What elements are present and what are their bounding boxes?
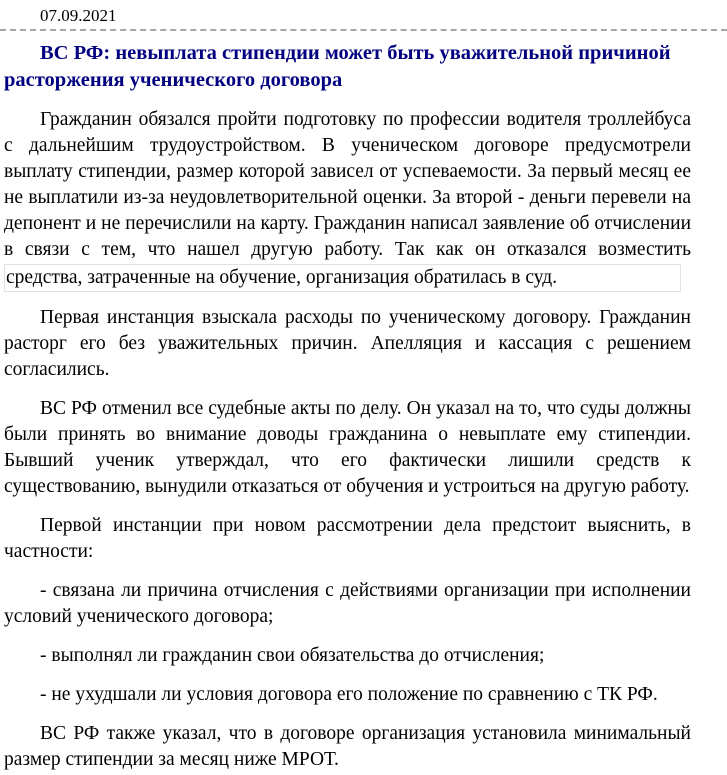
- document-body: [0, 31, 727, 773]
- paragraph-case-facts: Гражданин обязался пройти подготовку по профессии водителя троллейбуса с дальнейшим трудоустройством. В ученическом договоре предусмотрели выплату стипендии, размер которой зависел от успеваемости. За первый месяц ее не выплатили из-за неудовлетворительной оценки. За второй - деньги перевели на депонент и не перечислили на карту. Гражданин написал заявление об отчислении в связи с тем, что нашел другую работу. Так как он отказался возместить: [4, 109, 691, 260]
- paragraph-retrial-intro: Первой инстанции при новом рассмотрении дела предстоит выяснить, в частности:: [4, 515, 691, 562]
- bullet-item-1: - связана ли причина отчисления с действиями организации при исполнении условий ученического договора;: [4, 580, 691, 627]
- document-page: [0, 6, 727, 773]
- bullet-item-2: - выполнял ли гражданин свои обязательства до отчисления;: [40, 645, 545, 666]
- article-title: ВС РФ: невыплата стипендии может быть уважительной причиной расторжения ученического договора: [4, 42, 671, 91]
- paragraph-stipend-below-minimum: ВС РФ также указал, что в договоре организация установила минимальный размер стипендии за месяц ниже МРОТ.: [4, 723, 691, 770]
- paragraph-lower-courts: Первая инстанция взыскала расходы по ученическому договору. Гражданин расторг его без уважительных причин. Апелляция и кассация с решением согласились.: [4, 307, 691, 380]
- highlighted-fragment: средства, затраченные на обучение, организация обратилась в суд.: [4, 264, 681, 292]
- bullet-item-3: - не ухудшали ли условия договора его положение по сравнению с ТК РФ.: [40, 684, 658, 705]
- document-date: 07.09.2021: [40, 6, 117, 25]
- paragraph-supreme-court-ruling: ВС РФ отменил все судебные акты по делу. Он указал на то, что суды должны были принять во внимание доводы гражданина о невыплате ему стипендии. Бывший ученик утверждал, что его фактически лишили средств к существованию, вынудили отказаться от обучения и устроиться на другую работу.: [4, 398, 691, 497]
